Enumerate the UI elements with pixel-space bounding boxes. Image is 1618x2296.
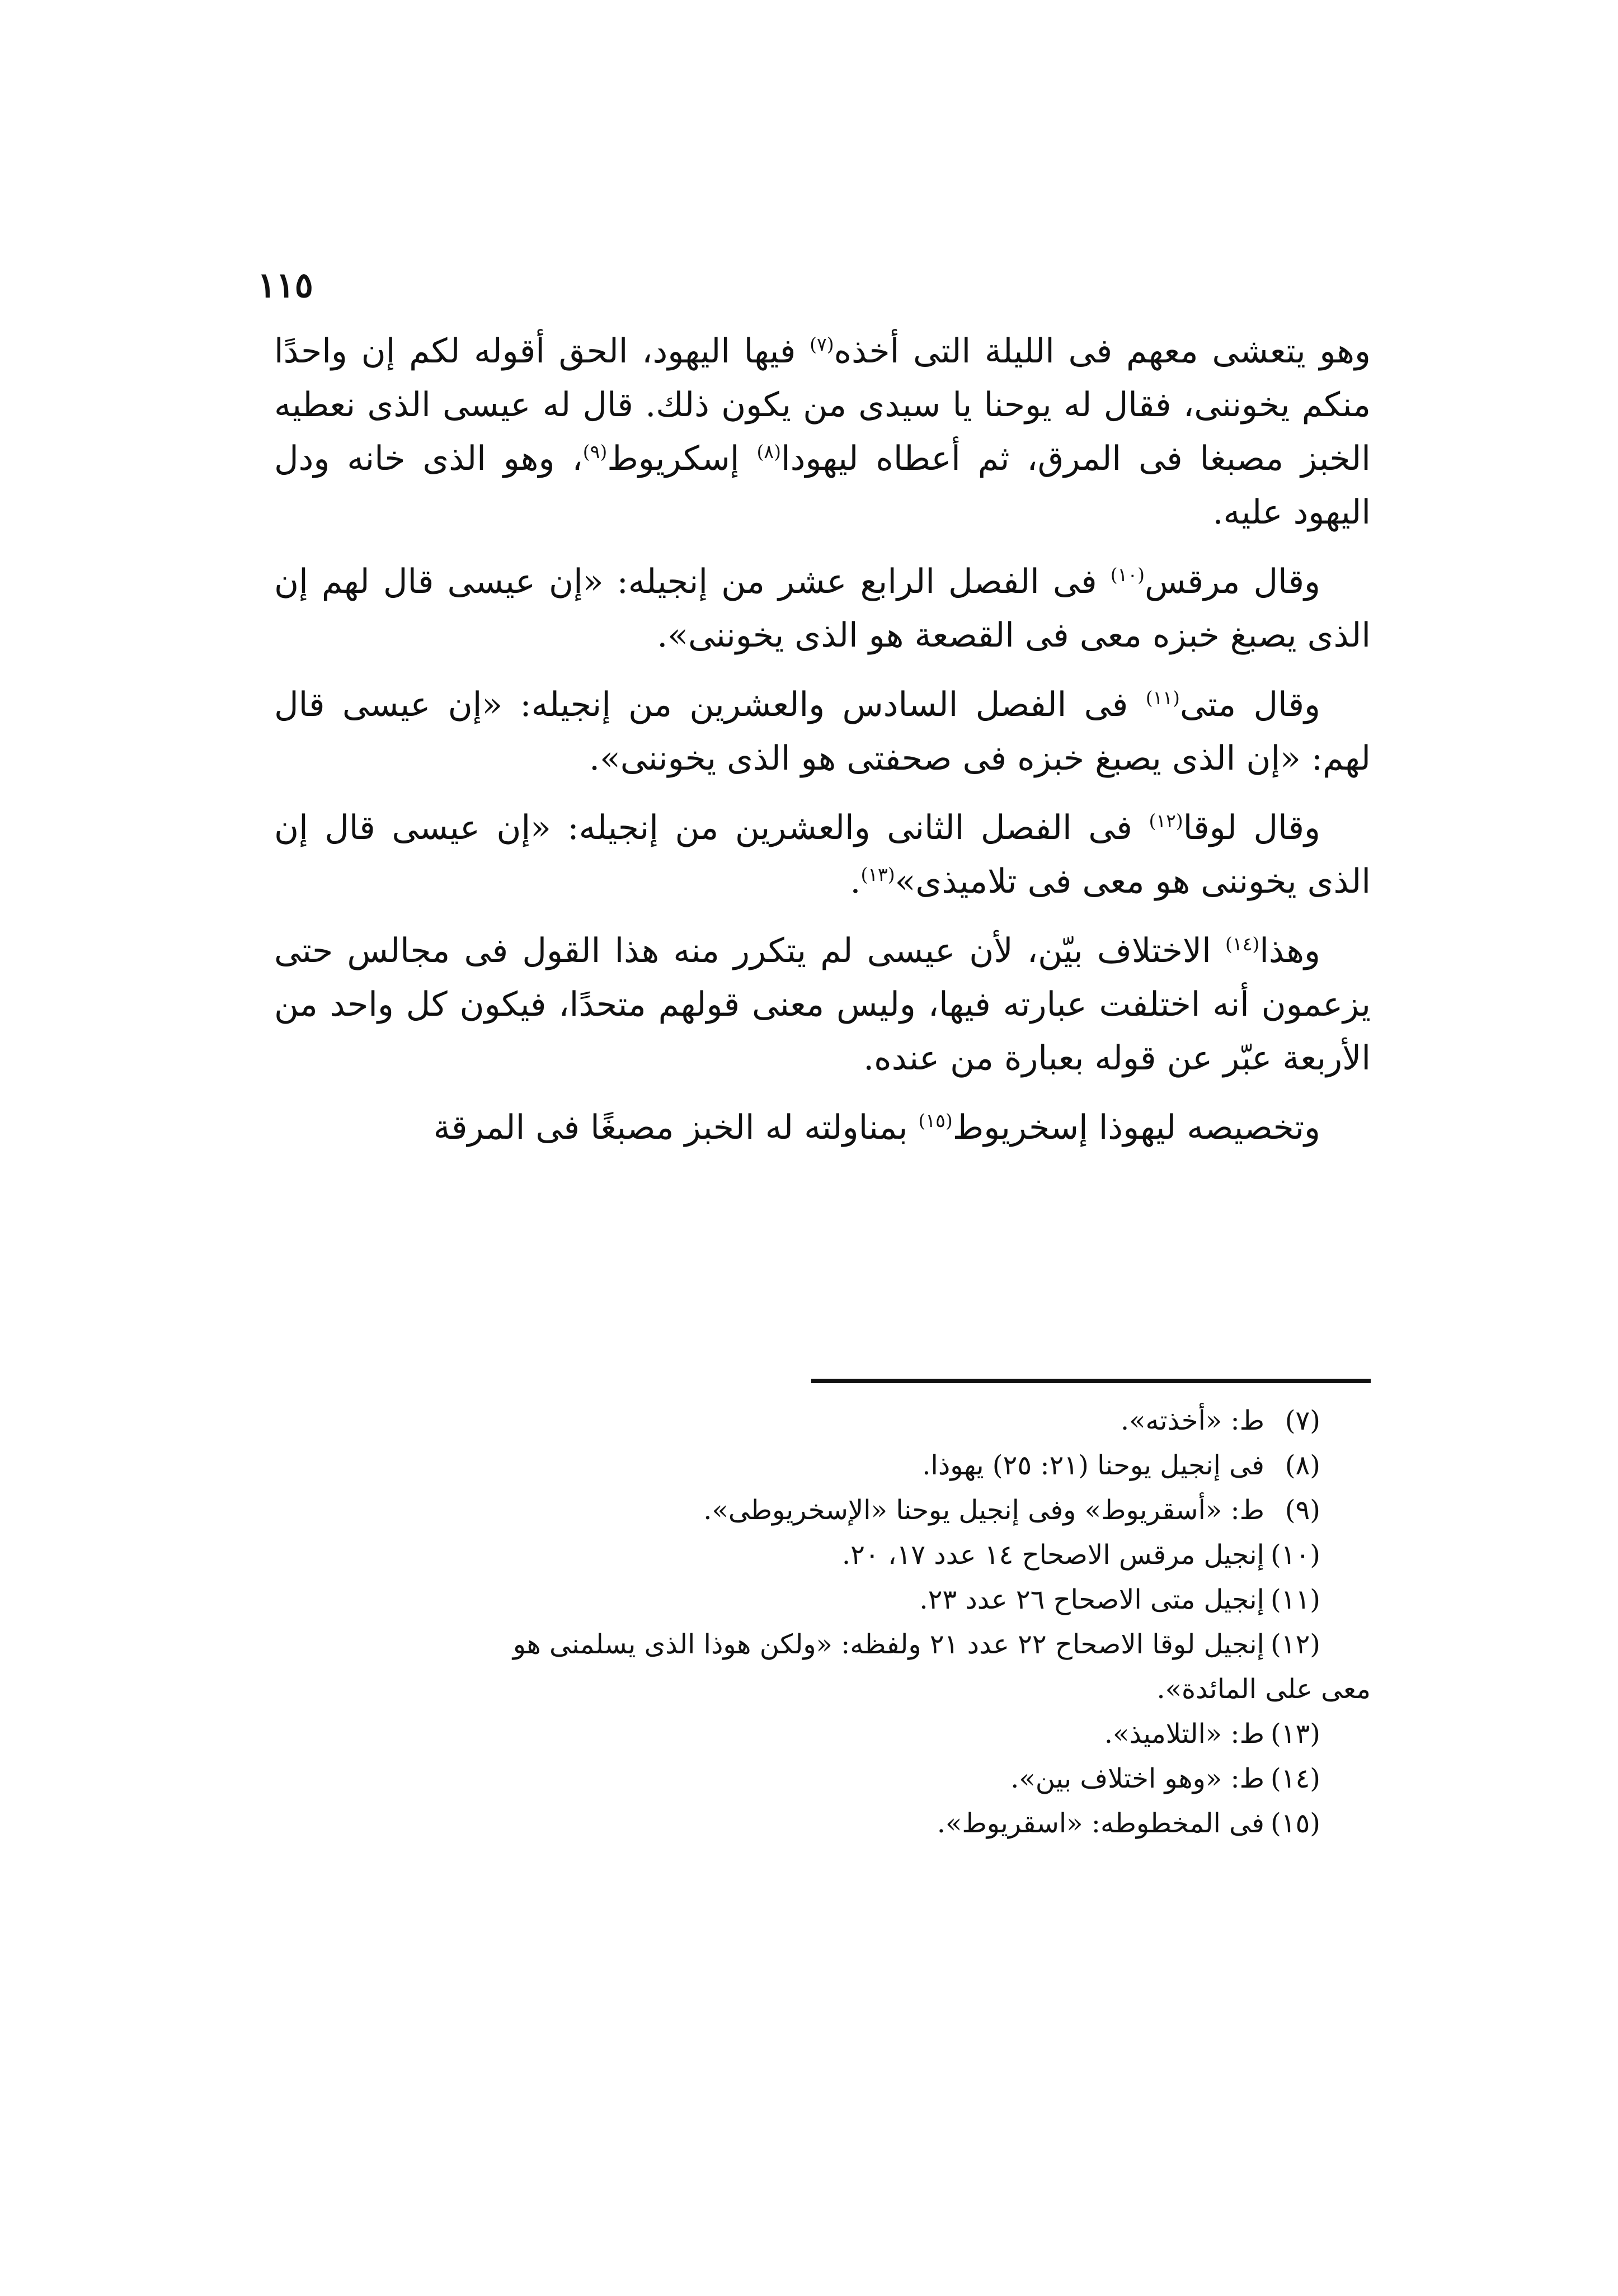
footnote-divider <box>811 1379 1371 1383</box>
paragraph-text: إسكريوط <box>607 439 757 478</box>
footnote-continuation: معى على المائدة». <box>1156 1673 1371 1705</box>
paragraph <box>274 924 1371 1085</box>
footnote <box>274 1801 1320 1846</box>
footnote-text: ط: «أخذته». <box>1120 1405 1264 1436</box>
footnote-text: إنجيل متى الاصحاح ٢٦ عدد ٢٣. <box>919 1584 1264 1615</box>
paragraph <box>274 801 1371 908</box>
footnote-ref: (١١) <box>1145 687 1180 709</box>
paragraph-text: وهو يتعشى معهم فى الليلة التى أخذه <box>834 332 1371 371</box>
paragraph <box>274 555 1371 662</box>
footnote-ref: (٧) <box>810 333 834 355</box>
paragraph-text: فيها اليهود، الحق أقوله لكم إن واحدًا منكم يخوننى، فقال له يوحنا يا سيدى من يكون ذلك. قال له عيسى الذى نعطيه الخبز مصبغا فى المرق، ثم أعطاه ليهودا <box>274 332 1371 478</box>
paragraph-text: فى الفصل الثانى والعشرين من إنجيله: «إن عيسى قال إن الذى يخوننى هو معى فى تلاميذى» <box>274 808 1371 901</box>
footnote-text: ط: «وهو اختلاف بين». <box>1010 1763 1264 1794</box>
footnote-number: (٩) <box>1285 1494 1320 1526</box>
paragraph-text: وتخصيصه ليهوذا إسخريوط <box>952 1108 1320 1147</box>
footnote <box>274 1577 1320 1622</box>
footnote <box>274 1488 1320 1533</box>
footnote-ref: (٩) <box>582 441 608 463</box>
footnote-text: إنجيل مرقس الاصحاح ١٤ عدد ١٧، ٢٠. <box>841 1539 1264 1571</box>
page-number: ١١٥ <box>257 265 313 305</box>
footnote-number: (٧) <box>1285 1405 1320 1436</box>
paragraph-text: وهذا <box>1259 931 1320 970</box>
paragraph-text: ، وهو الذى خانه ودل اليهود عليه. <box>274 439 1371 532</box>
footnote-ref: (٨) <box>756 441 782 463</box>
footnote-number: (١٥) <box>1270 1808 1320 1839</box>
paragraph-text: فى الفصل السادس والعشرين من إنجيله: «إن عيسى قال لهم: «إن الذى يصبغ خبزه فى صحفتى هو الذى يخوننى». <box>274 685 1371 778</box>
footnote-text: ط: «التلاميذ». <box>1104 1718 1264 1750</box>
footnote <box>274 1756 1320 1801</box>
footnote-number: (١٣) <box>1270 1718 1320 1750</box>
paragraph <box>274 324 1371 539</box>
paragraph-text: فى الفصل الرابع عشر من إنجيله: «إن عيسى قال لهم إن الذى يصبغ خبزه معى فى القصعة هو الذى يخوننى». <box>274 562 1371 655</box>
footnote-number: (٨) <box>1285 1450 1320 1481</box>
paragraph-text: بمناولته له الخبز مصبغًا فى المرقة <box>433 1108 919 1147</box>
footnote-text: فى المخطوطه: «اسقريوط». <box>937 1808 1264 1839</box>
footnote <box>274 1533 1320 1577</box>
footnote-text: إنجيل لوقا الاصحاح ٢٢ عدد ٢١ ولفظه: «ولكن هوذا الذى يسلمنى هو <box>512 1629 1264 1660</box>
footnote-ref: (١٤) <box>1225 933 1260 955</box>
paragraph-text: . <box>850 862 861 901</box>
paragraph-text: وقال متى <box>1179 685 1320 724</box>
footnote-number: (١٠) <box>1270 1539 1320 1571</box>
footnote-number: (١١) <box>1270 1584 1320 1615</box>
paragraph <box>274 678 1371 785</box>
footnote <box>274 1443 1320 1488</box>
footnote-text: ط: «أسقريوط» وفى إنجيل يوحنا «الإسخريوطى». <box>703 1494 1264 1526</box>
footnote-ref: (١٢) <box>1149 810 1183 832</box>
footnote <box>274 1712 1320 1756</box>
footnote-ref: (١٣) <box>860 864 895 885</box>
paragraph-text: الاختلاف بيّن، لأن عيسى لم يتكرر منه هذا القول فى مجالس حتى يزعمون أنه اختلفت عبارته فيها، وليس معنى قولهم متحدًا، فيكون كل واحد من الأربعة عبّر عن قوله بعبارة من عنده. <box>274 931 1371 1078</box>
footnote <box>274 1398 1320 1443</box>
footnote-text: فى إنجيل يوحنا (٢١: ٢٥) يهوذا. <box>922 1450 1264 1481</box>
footnote-number: (١٤) <box>1270 1763 1320 1794</box>
footnote-ref: (١٠) <box>1110 564 1145 586</box>
footnotes <box>274 1398 1371 1846</box>
footnote <box>274 1622 1320 1667</box>
main-text <box>274 324 1371 1170</box>
footnote-ref: (١٥) <box>918 1110 953 1132</box>
footnote-number: (١٢) <box>1270 1629 1320 1660</box>
paragraph-text: وقال لوقا <box>1183 808 1321 847</box>
paragraph <box>274 1101 1371 1154</box>
paragraph-text: وقال مرقس <box>1144 562 1320 601</box>
